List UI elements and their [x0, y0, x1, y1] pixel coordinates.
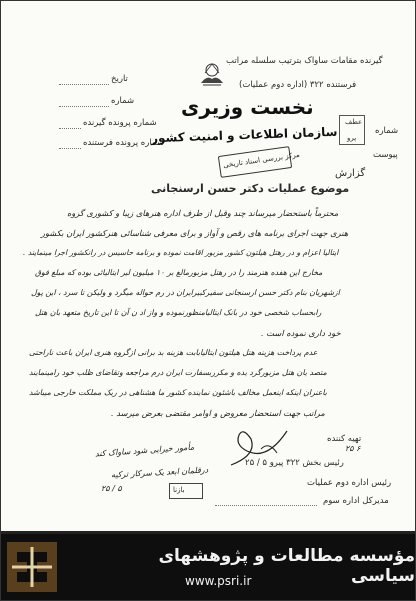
number-field-label: شماره [111, 96, 135, 106]
body-line: رابحساب شخصی خود در بانک ایتالیامنظورنموده و واز اد ن آن تا این تاریخ متعهد بان هتل [35, 308, 322, 317]
preparer-label: تهیه کننده [327, 434, 362, 444]
director-line: مدیرکل اداره سوم [323, 496, 389, 506]
number-field-line [59, 106, 109, 107]
report-type-label: گزارش [335, 168, 366, 179]
recipient-file-field-line [59, 128, 81, 129]
attachment-label: پیوست [373, 150, 398, 160]
lion-and-sun-emblem-icon [197, 61, 227, 89]
body-line: خود داری نموده است . [261, 328, 341, 338]
ref-small-label-2: پرو [347, 134, 357, 142]
ref-small-label: عطف [345, 118, 363, 126]
report-subject: موضوع عملیات دکتر حسن ارسنجانی [151, 182, 350, 195]
footer-banner [1, 534, 415, 600]
margin-note: مأمور خیرایی شود ساواک کند [94, 442, 195, 459]
body-line: عدم پرداخت هزینه هتل هیلتون ایتالیابابت هزینه بد برانی ازگروه هنری ایران باعث ناراحتی [29, 348, 318, 357]
organization-name: سازمان اطلاعات و امنیت کشور [150, 124, 338, 146]
box-stamp [169, 483, 203, 499]
box-stamp-text: بازنا [173, 486, 185, 494]
institute-website[interactable]: www.psri.ir [185, 574, 252, 588]
director-line-dots [215, 505, 317, 506]
date-field-label: تاریخ [111, 74, 128, 84]
body-line: ایتالیا اعزام و در رهتل هیلتون کشور مزبور اقامت نموده و برنامه حاسیس در رانکشور اجرا مینمایند . [23, 248, 339, 257]
body-line: ازشهریان بنام دکتر حسن ارسنجانی سفیرکبیرایران در رم حواله میگرد و ولیکن تا سرد ، این پول [31, 288, 340, 297]
body-line: مخارج این هفده هنرمند را در رهتل مزبورمالغ بر ۱۰ میلیون لیر ایتالیائی بوده که مبلغ فوق [35, 268, 323, 277]
margin-note: درقلمان ابعد یک سرکار ترکیه [110, 465, 209, 480]
ministry-title: نخست وزیری [181, 95, 314, 119]
archive-stamp [218, 146, 301, 178]
sender-line: فرستنده ۳۲۲ (اداره دوم عملیات) [239, 80, 357, 90]
body-line: هنری جهت اجرای برنامه های رقص و آواز و برای معرفی شناسائی هنرکشور ایران بکشور [41, 228, 349, 238]
section-head-line: رئیس بخش ۳۲۲ پیرو ۵ / ۲۵ [245, 458, 344, 468]
recipient-file-field-label: شماره پرونده گیرنده [83, 118, 157, 128]
body-line: متصد یان هتل مزبورگرد یده و مکرربسفارت ایران درم مراجعه وتقاضای ظلب خود رامینمایند [29, 368, 327, 377]
body-line: باعنران اینکه اینعمل مخالف باشئون نماینده کشور ما هشناهی در ریک مملکت خارجی میباشد [29, 388, 327, 397]
signature-date: ۲۵ ۶ [345, 444, 361, 453]
ref-small-box [339, 115, 365, 145]
body-line: محترماً باستحضار میرساند چند وقبل از طرف اداره هنرهای زیبا و کشوری گروه [67, 208, 339, 218]
ref-number-label: شماره [375, 126, 399, 136]
institute-name: مؤسسه مطالعات و پژوهشهای سیاسی [158, 546, 415, 586]
margin-note-date: ۲۵ / ۵ [101, 484, 122, 493]
institute-logo-icon [7, 542, 57, 592]
dept-head-line: رئیس اداره دوم عملیات [307, 478, 392, 488]
sender-file-field-line [59, 148, 81, 149]
recipient-line: گیرنده مقامات ساواک بترتیب سلسله مراتب [226, 56, 383, 66]
body-line: مراتب جهت استحضار معروض و اوامر مقتضی بعرض میرسد . [111, 408, 325, 418]
date-field-line [59, 84, 109, 85]
archive-stamp-text: مرکز بررسی اسناد تاریخی [222, 150, 301, 170]
sender-file-field-label: شماره پرونده فرستنده [83, 138, 164, 148]
